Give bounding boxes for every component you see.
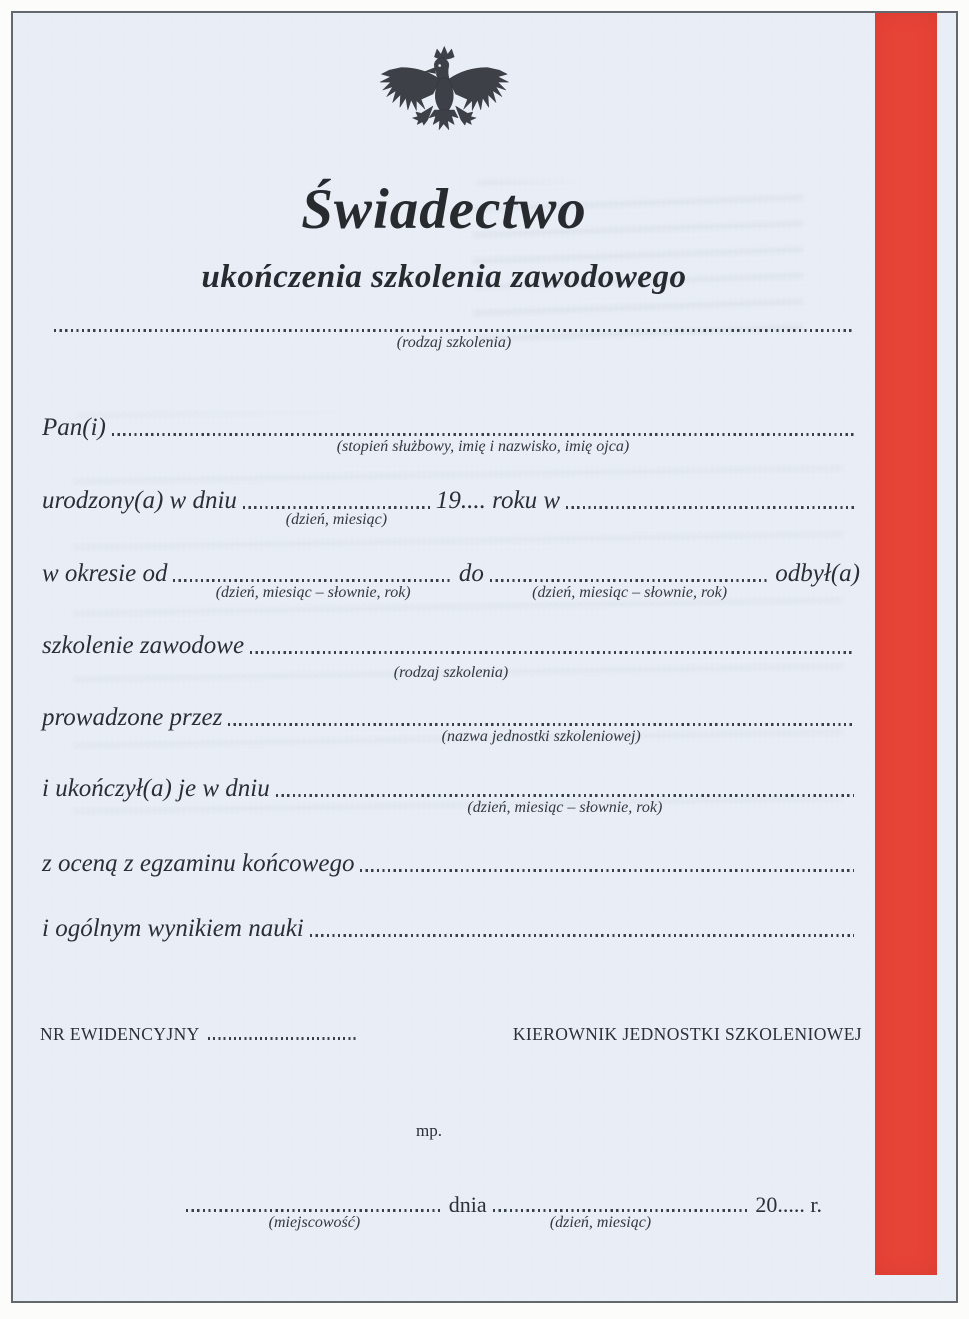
field-row-birth (42, 486, 860, 528)
dotted-line (250, 651, 854, 654)
registry-number-label: NR EWIDENCYJNY (40, 1024, 200, 1044)
year-fragment: 20..... r. (755, 1192, 823, 1217)
dotted-line (360, 869, 854, 872)
field-row-training (42, 631, 860, 681)
field-row-completion (42, 774, 860, 816)
place-caption: (miejscowość) (268, 1214, 361, 1231)
footer-row (40, 1023, 862, 1045)
head-of-unit-label: KIEROWNIK JEDNOSTKI SZKOLENIOWEJ (512, 1024, 862, 1044)
date-word: dnia (448, 1192, 487, 1217)
red-stripe (875, 13, 937, 1275)
field-caption: (stopień służbowy, imię i nazwisko, imię ojca) (336, 438, 630, 455)
dotted-line-from (173, 579, 452, 601)
eagle-icon (376, 41, 513, 167)
certificate-subtitle: ukończenia szkolenia zawodowego (201, 259, 687, 295)
field-row-training-type-top (42, 329, 860, 351)
year-fragment: 19.... roku w (435, 487, 560, 514)
field-label: szkolenie zawodowe (42, 632, 245, 659)
mid-label: do (458, 560, 484, 587)
dotted-line (228, 723, 854, 745)
registry-dotted-line (208, 1037, 358, 1040)
field-row-exam-grade (42, 849, 860, 879)
date-caption: (dzień, miesiąc) (549, 1214, 652, 1231)
certificate-page (11, 11, 958, 1303)
dotted-line (310, 934, 854, 937)
date-row (180, 1191, 823, 1231)
dotted-line (243, 506, 430, 528)
field-row-provider (42, 703, 860, 745)
field-caption: (dzień, miesiąc – słownie, rok) (467, 799, 663, 816)
date-dotted-line (493, 1209, 750, 1231)
dotted-line (566, 506, 854, 509)
field-row-person (42, 413, 860, 455)
place-dotted-line (186, 1209, 443, 1231)
field-caption: (dzień, miesiąc – słownie, rok) (215, 584, 411, 601)
field-caption: (rodzaj szkolenia) (396, 334, 512, 351)
tail-label: odbył(a) (775, 560, 860, 587)
dotted-line (54, 329, 854, 351)
field-row-overall-result (42, 914, 860, 944)
field-caption: (dzień, miesiąc) (285, 511, 388, 528)
polish-eagle-emblem (13, 41, 875, 167)
certificate-title: Świadectwo (301, 178, 587, 241)
field-label: i ogólnym wynikiem nauki (42, 915, 304, 942)
field-row-period (42, 559, 860, 601)
field-label: prowadzone przez (42, 704, 223, 731)
eagle-eye (438, 64, 441, 67)
field-caption: (rodzaj szkolenia) (393, 664, 509, 681)
field-label: w okresie od (42, 560, 168, 587)
field-label: urodzony(a) w dniu (42, 487, 237, 514)
field-label: z oceną z egzaminu końcowego (42, 850, 355, 877)
dotted-line (276, 794, 854, 816)
field-label: Pan(i) (42, 414, 106, 441)
field-caption: (nazwa jednostki szkoleniowej) (441, 728, 641, 745)
dotted-line (112, 433, 854, 455)
seal-mark: mp. (416, 1121, 442, 1140)
dotted-line-to (490, 579, 769, 601)
field-caption: (dzień, miesiąc – słownie, rok) (532, 584, 728, 601)
field-label: i ukończył(a) je w dniu (42, 775, 270, 802)
